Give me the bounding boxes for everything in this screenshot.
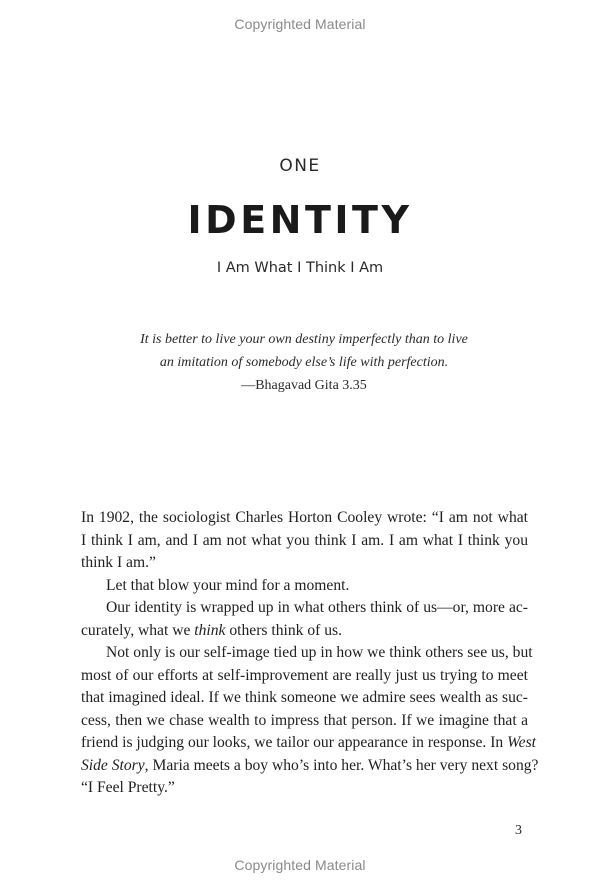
- paragraph-2: [81, 575, 528, 598]
- text-line: [81, 732, 537, 755]
- text-segment: curately, what we: [81, 621, 195, 639]
- epigraph-line-2: an imitation of somebody else’s life with perfection.: [159, 355, 449, 370]
- chapter-subtitle: I Am What I Think I Am: [216, 260, 384, 276]
- text-line: Not only is our self-image tied up in how we think others see us, but: [106, 644, 533, 661]
- text-line: [81, 620, 528, 643]
- text-segment: others think of us.: [225, 621, 342, 639]
- emphasis-text: think: [194, 621, 226, 639]
- paragraph-1: [81, 507, 528, 575]
- chapter-title: IDENTITY: [187, 198, 413, 242]
- emphasis-text: Side Story: [81, 756, 145, 774]
- text-line: most of our efforts at self-improvement are really just us trying to meet: [81, 666, 528, 684]
- paragraph-3: [81, 597, 528, 642]
- text-line: Our identity is wrapped up in what others think of us—or, more ac-: [106, 599, 528, 616]
- epigraph-attribution: —Bhagavad Gita 3.35: [241, 378, 367, 393]
- text-line: Let that blow your mind for a moment.: [106, 576, 350, 594]
- emphasis-text: West: [507, 734, 537, 751]
- text-segment: , Maria meets a boy who’s into her. What’s her very next song?: [144, 756, 539, 774]
- text-line: think I am.”: [81, 554, 156, 571]
- text-line: cess, then we chase wealth to impress that person. If we imagine that a: [81, 711, 528, 729]
- body-text: [81, 507, 539, 800]
- text-line: [81, 755, 539, 778]
- text-line: In 1902, the sociologist Charles Horton Cooley wrote: “I am not what: [81, 509, 528, 526]
- copyright-watermark-bottom: Copyrighted Material: [234, 857, 366, 873]
- text-line: “I Feel Pretty.”: [81, 779, 175, 796]
- paragraph-4: [81, 642, 539, 800]
- epigraph-line-1: It is better to live your own destiny imperfectly than to live: [140, 332, 468, 347]
- chapter-number: ONE: [279, 156, 321, 176]
- text-line: I think I am, and I am not what you think I am. I am what I think you: [81, 531, 528, 549]
- epigraph: [0, 328, 600, 397]
- copyright-watermark-top: Copyrighted Material: [234, 16, 366, 32]
- page-number: 3: [515, 823, 522, 838]
- text-segment: friend is judging our looks, we tailor our appearance in response. In: [81, 734, 508, 751]
- text-line: that imagined ideal. If we think someone we admire sees wealth as suc-: [81, 689, 528, 706]
